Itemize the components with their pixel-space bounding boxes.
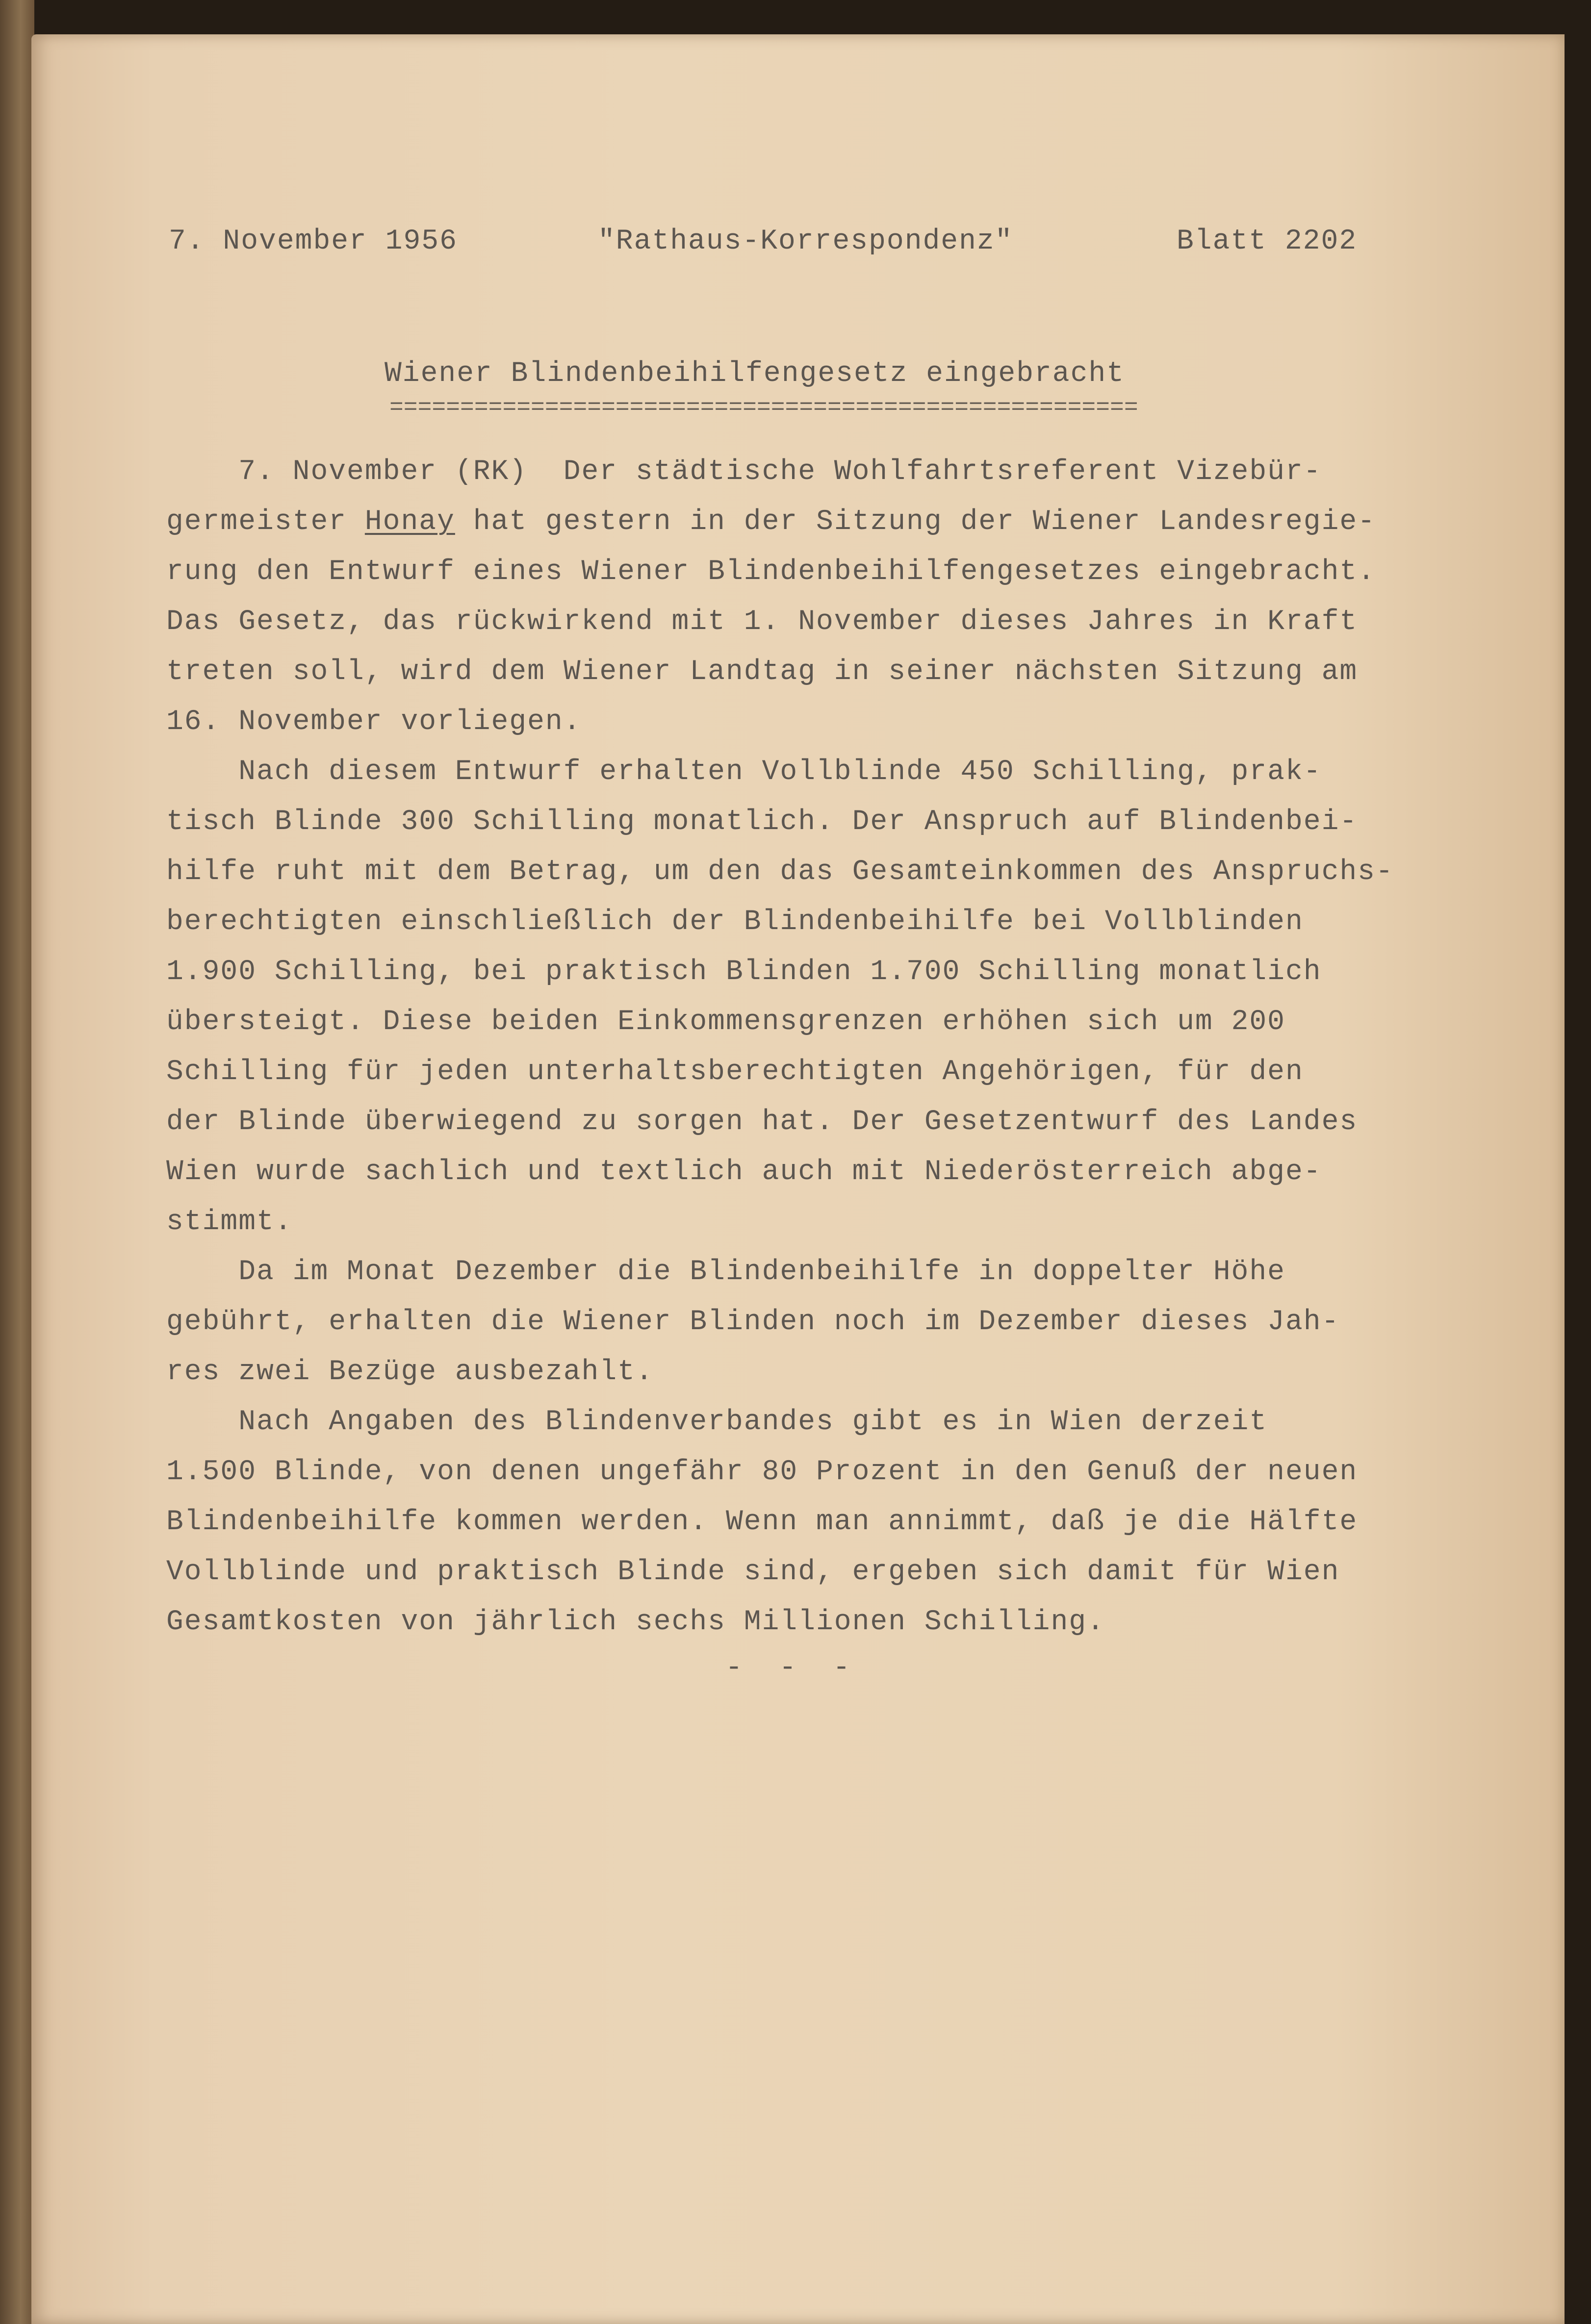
body-line: 16. November vorliegen. xyxy=(166,706,582,738)
previous-page-edge xyxy=(0,0,34,2324)
body-line: Nach Angaben des Blindenverbandes gibt es in Wien derzeit xyxy=(166,1406,1268,1438)
body-line: Da im Monat Dezember die Blindenbeihilfe in doppelter Höhe xyxy=(166,1256,1285,1288)
body-line: Blindenbeihilfe kommen werden. Wenn man annimmt, daß je die Hälfte xyxy=(166,1506,1358,1538)
body-line: stimmt. xyxy=(166,1206,293,1238)
body-line: Schilling für jeden unterhaltsberechtigten Angehörigen, für den xyxy=(166,1056,1304,1088)
body-line: rung den Entwurf eines Wiener Blindenbeihilfengesetzes eingebracht. xyxy=(166,556,1376,588)
title-underline-rule: ===================================================== xyxy=(389,395,1138,421)
body-line: Gesamtkosten von jährlich sechs Millionen Schilling. xyxy=(166,1606,1105,1638)
body-line: hilfe ruht mit dem Betrag, um den das Gesamteinkommen des Anspruchs- xyxy=(166,856,1394,888)
closing-dashes: - - - xyxy=(725,1652,860,1684)
header-sheet-number: Blatt 2202 xyxy=(1177,226,1358,257)
header-date: 7. November 1956 xyxy=(169,226,458,257)
body-line: 1.500 Blinde, von denen ungefähr 80 Prozent in den Genuß der neuen xyxy=(166,1456,1358,1488)
underlined-name: Honay xyxy=(364,506,455,538)
document-page xyxy=(31,34,1565,2324)
body-line: 1.900 Schilling, bei praktisch Blinden 1.700 Schilling monatlich xyxy=(166,956,1322,988)
body-line-rest: hat gestern in der Sitzung der Wiener Landesregie- xyxy=(455,506,1376,538)
body-line: treten soll, wird dem Wiener Landtag in seiner nächsten Sitzung am xyxy=(166,656,1358,688)
body-line xyxy=(166,506,1376,538)
body-line: Wien wurde sachlich und textlich auch mit Niederösterreich abge- xyxy=(166,1156,1322,1188)
body-line: Vollblinde und praktisch Blinde sind, ergeben sich damit für Wien xyxy=(166,1556,1340,1588)
body-line: der Blinde überwiegend zu sorgen hat. Der Gesetzentwurf des Landes xyxy=(166,1106,1358,1138)
body-line: tisch Blinde 300 Schilling monatlich. Der Anspruch auf Blindenbei- xyxy=(166,806,1358,838)
article-title: Wiener Blindenbeihilfengesetz eingebracht xyxy=(385,358,1125,390)
body-line: Das Gesetz, das rückwirkend mit 1. November dieses Jahres in Kraft xyxy=(166,606,1358,638)
body-line: Nach diesem Entwurf erhalten Vollblinde 450 Schilling, prak- xyxy=(166,756,1322,788)
body-line: berechtigten einschließlich der Blindenbeihilfe bei Vollblinden xyxy=(166,906,1304,938)
body-line-start: germeister xyxy=(166,506,365,538)
article-body xyxy=(166,456,1394,1638)
body-line: gebührt, erhalten die Wiener Blinden noch im Dezember dieses Jah- xyxy=(166,1306,1340,1338)
body-line: 7. November (RK) Der städtische Wohlfahrtsreferent Vizebür- xyxy=(166,456,1322,488)
body-line: res zwei Bezüge ausbezahlt. xyxy=(166,1356,654,1388)
body-line: übersteigt. Diese beiden Einkommensgrenzen erhöhen sich um 200 xyxy=(166,1006,1285,1038)
header-publication: "Rathaus-Korrespondenz" xyxy=(598,226,1013,257)
